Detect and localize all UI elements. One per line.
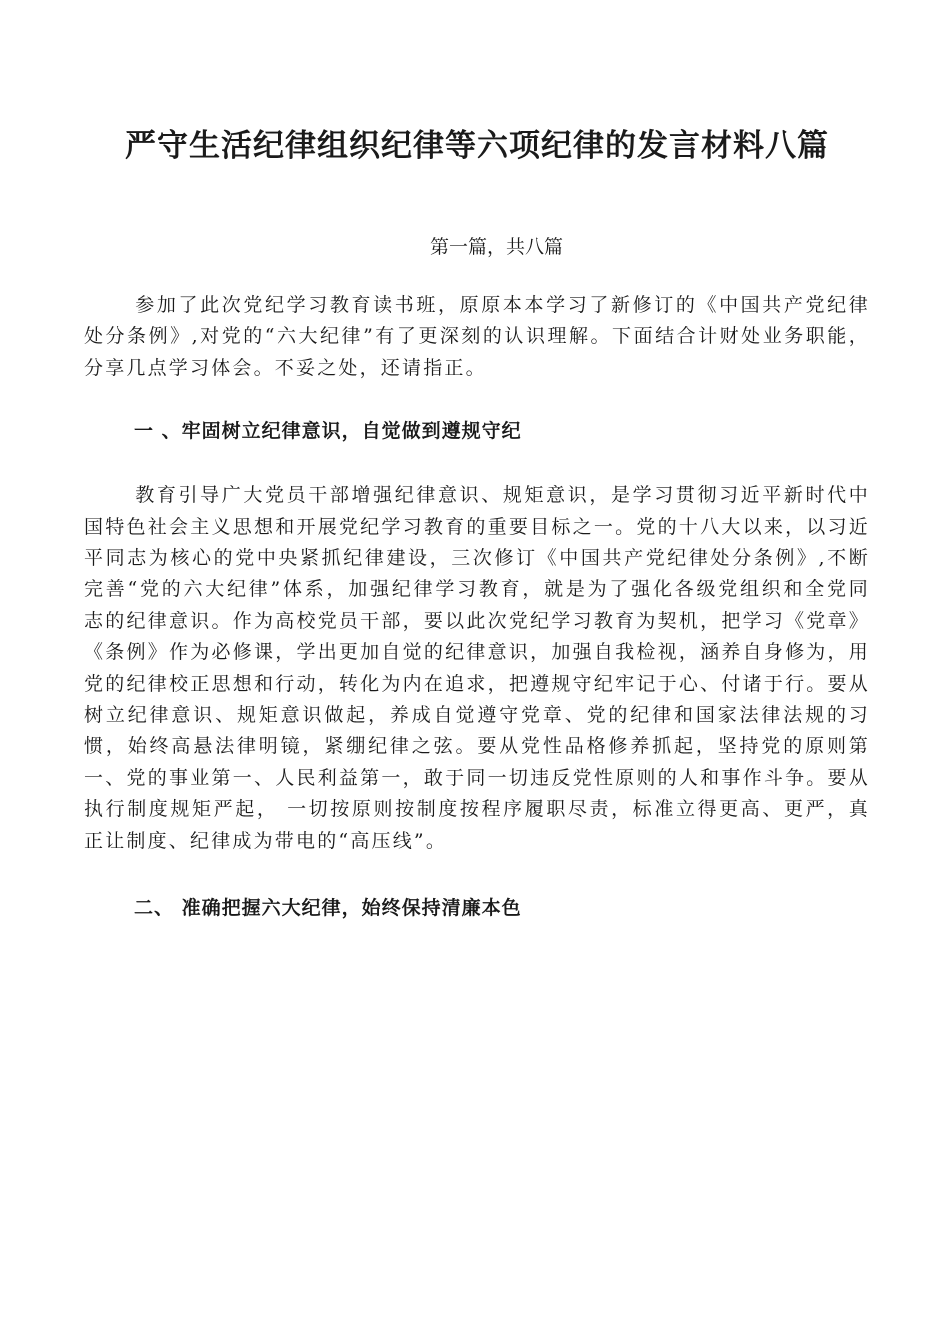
section-2-heading: 二、 准确把握六大纪律，始终保持清廉本色 [134,897,522,920]
document-subtitle: 第一篇，共八篇 [430,236,564,258]
intro-paragraph: 参加了此次党纪学习教育读书班，原原本本学习了新修订的《中国共产党纪律处分条例》,对党的“六大纪律”有了更深刻的认识理解。下面结合计财处业务职能，分享几点学习体会。不妥之处，还请指正。 [84,294,870,379]
section-1-body: 教育引导广大党员干部增强纪律意识、规矩意识，是学习贯彻习近平新时代中国特色社会主义思想和开展党纪学习教育的重要目标之一。党的十八大以来，以习近平同志为核心的党中央紧抓纪律建设，三次修订《中国共产党纪律处分条例》,不断完善“党的六大纪律”体系，加强纪律学习教育，就是为了强化各级党组织和全党同志的纪律意识。作为高校党员干部，要以此次党纪学习教育为契机，把学习《党章》 《条例》作为必修课，学出更加自觉的纪律意识，加强自我检视，涵养自身修为，用党的纪律校正思想和行动，转化为内在追求，把遵规守纪牢记于心、付诸于行。要从树立纪律意识、规矩意识做起，养成自觉遵守党章、党的纪律和国家法律法规的习惯，始终高悬法律明镜，紧绷纪律之弦。要从党性品格修养抓起，坚持党的原则第一、党的事业第一、人民利益第一，敢于同一切违反党性原则的人和事作斗争。要从执行制度规矩严起， 一切按原则按制度按程序履职尽责，标准立得更高、更严，真正让制度、纪律成为带电的“高压线”。 [84,484,870,852]
section-1-heading: 一 、牢固树立纪律意识，自觉做到遵规守纪 [134,420,522,443]
document-title: 严守生活纪律组织纪律等六项纪律的发言材料八篇 [125,128,829,164]
